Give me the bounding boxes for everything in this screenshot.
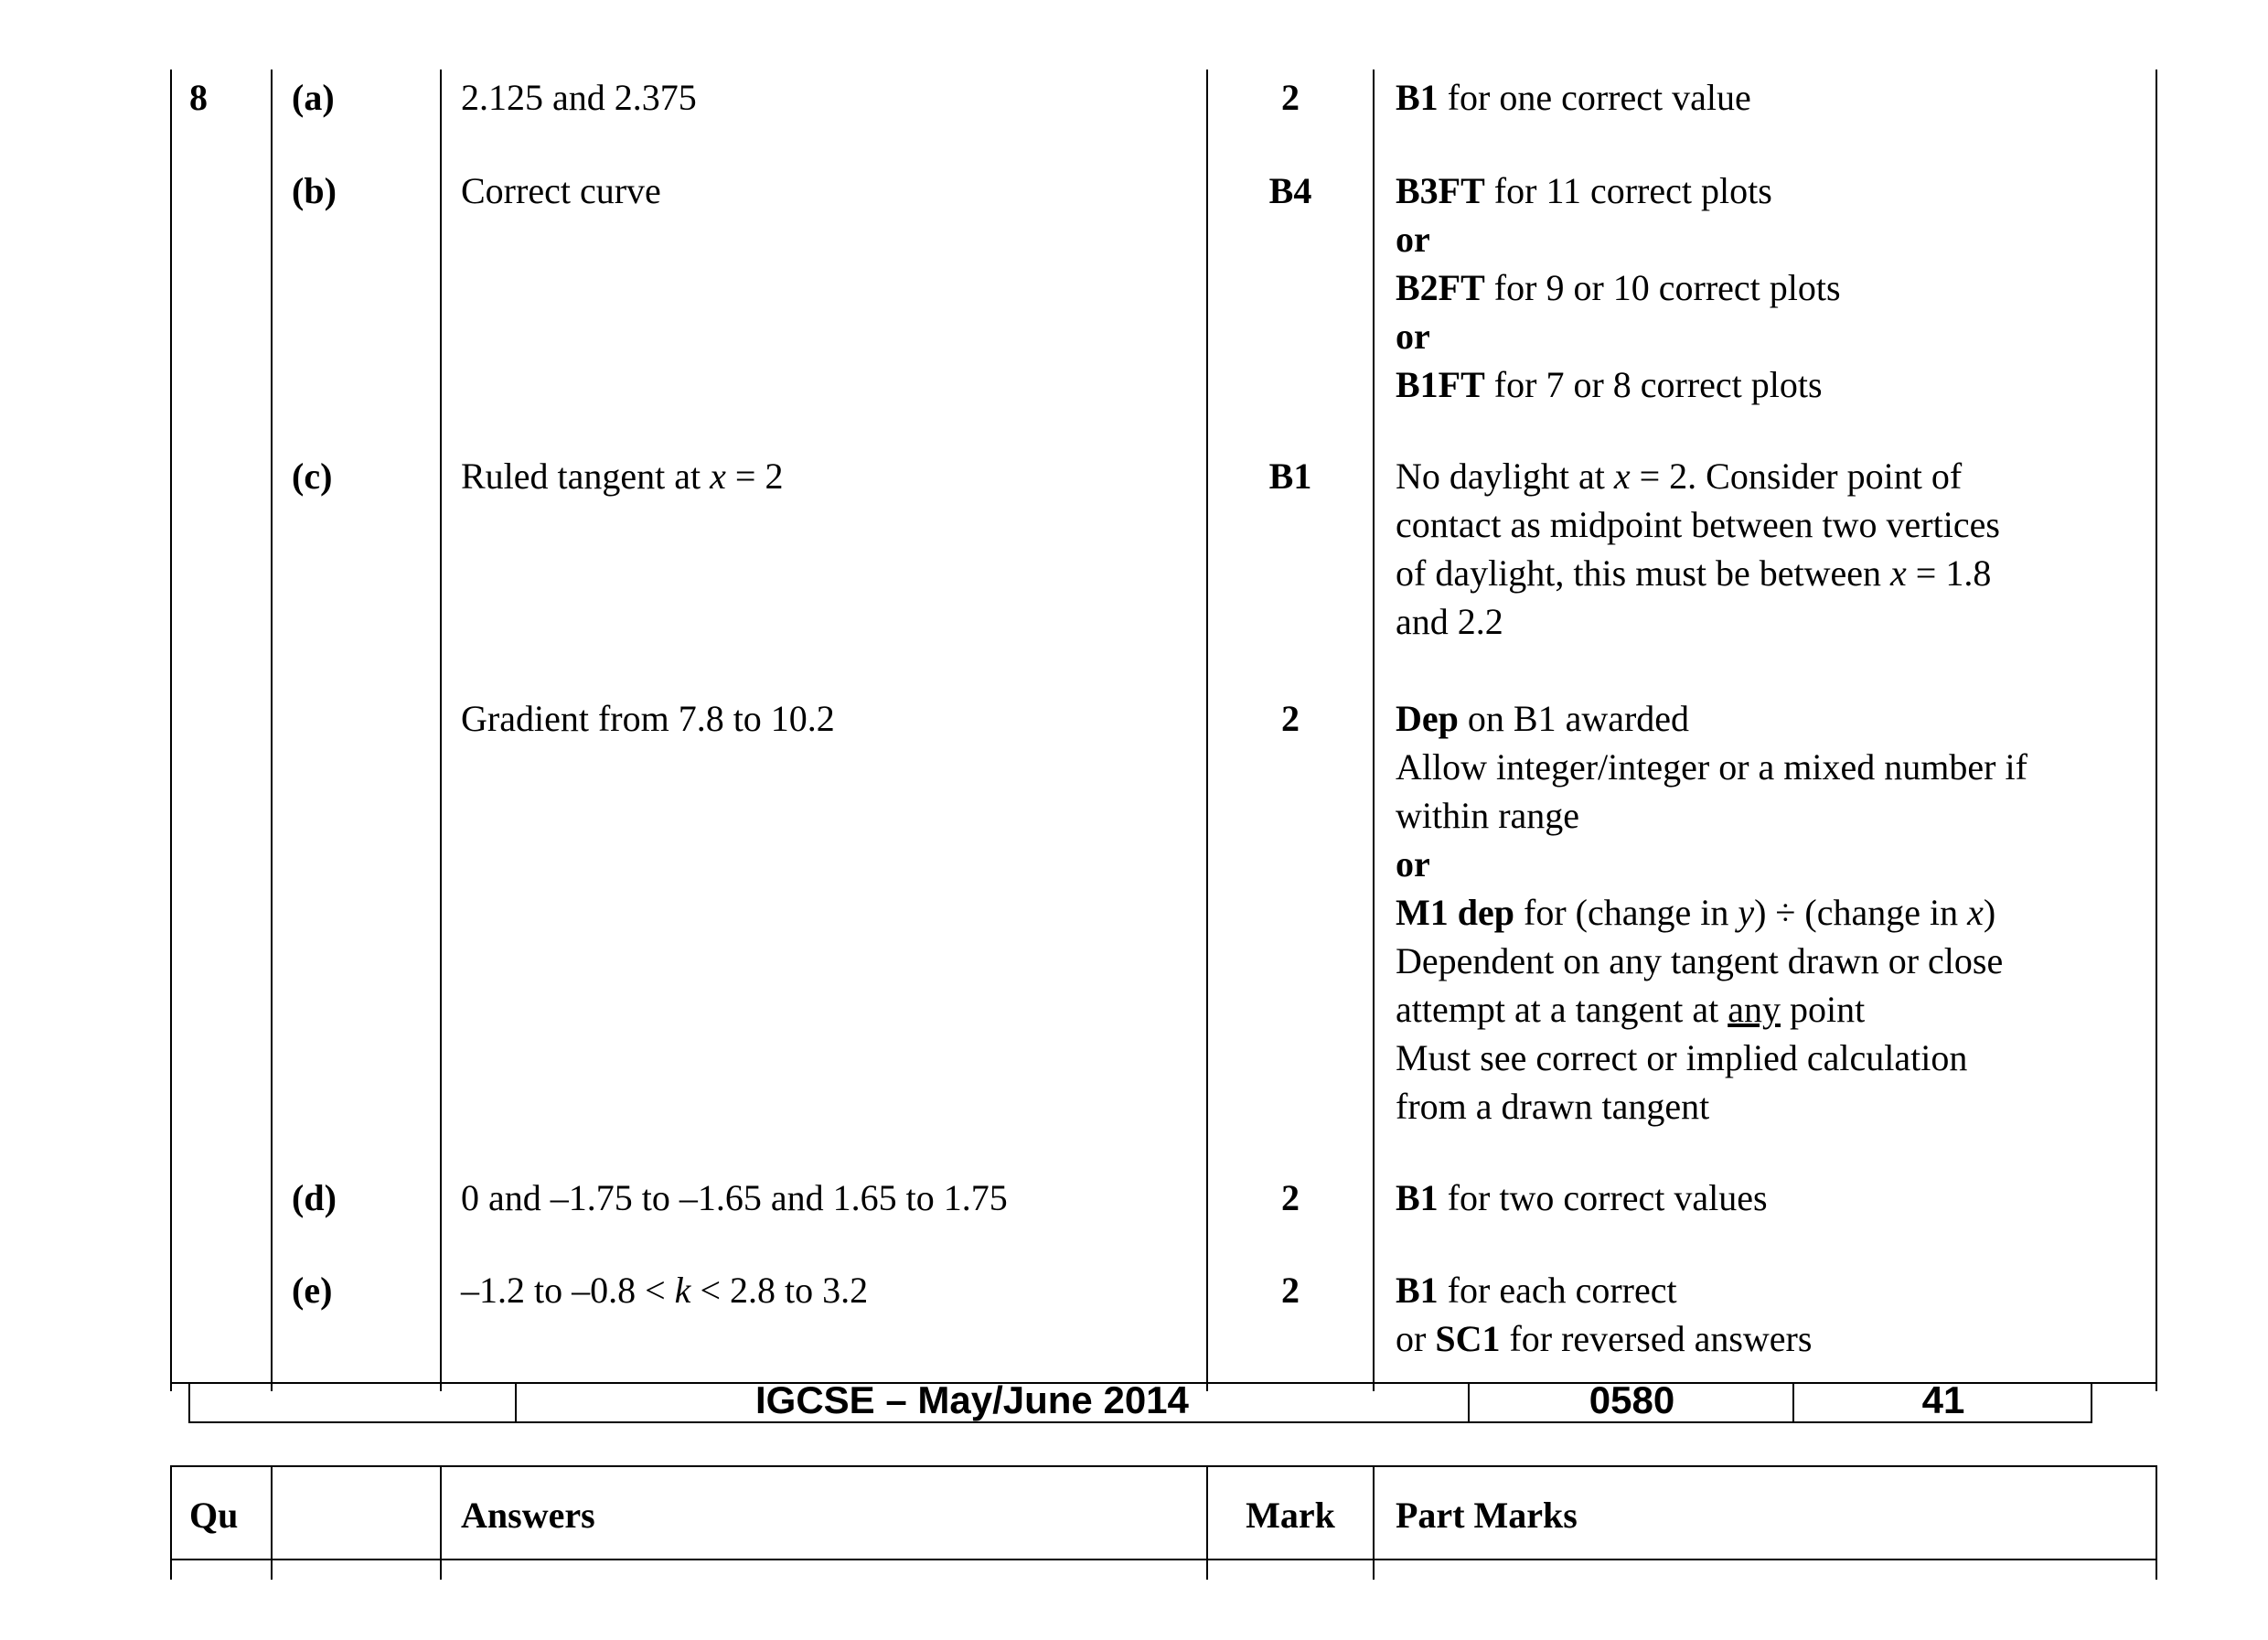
note-b-5: B1FT for 7 or 8 correct plots <box>1396 364 1823 405</box>
footer-border-bottom <box>188 1421 2092 1423</box>
note-g-7: attempt at a tangent at any point <box>1396 989 1866 1030</box>
footer-text-clip <box>188 1384 2092 1421</box>
note-b-4: or <box>1396 316 1430 357</box>
note-d-1: B1 for two correct values <box>1396 1177 1768 1218</box>
footer-paper: 41 <box>1921 1384 1965 1421</box>
part-label-b: (b) <box>292 170 337 211</box>
note-b-1: B3FT for 11 correct plots <box>1396 170 1772 211</box>
part-label-c: (c) <box>292 456 333 497</box>
mark-e: 2 <box>1281 1270 1300 1311</box>
mark-c-gradient: 2 <box>1281 698 1300 739</box>
note-g-2: Allow integer/integer or a mixed number if <box>1396 746 2027 788</box>
header-mark: Mark <box>1246 1495 1335 1536</box>
note-e-1: B1 for each correct <box>1396 1270 1677 1311</box>
answer-b: Correct curve <box>461 170 661 211</box>
table-border-left <box>170 70 172 1391</box>
mark-c: B1 <box>1268 456 1312 497</box>
answer-d: 0 and –1.75 to –1.65 and 1.65 to 1.75 <box>461 1177 1008 1218</box>
note-g-9: from a drawn tangent <box>1396 1086 1710 1127</box>
part-label-e: (e) <box>292 1270 333 1311</box>
question-number: 8 <box>189 77 208 118</box>
part-label-d: (d) <box>292 1177 337 1218</box>
note-c-3: of daylight, this must be between x = 1.8 <box>1396 552 1992 594</box>
header-divider-4 <box>1373 1465 1375 1580</box>
header-answers: Answers <box>461 1495 595 1536</box>
mark-a: 2 <box>1281 77 1300 118</box>
note-g-5: M1 dep for (change in y) ÷ (change in x) <box>1396 892 1996 933</box>
answer-e: –1.2 to –0.8 < k < 2.8 to 3.2 <box>461 1270 869 1311</box>
note-g-8: Must see correct or implied calculation <box>1396 1037 1968 1078</box>
header-border-right <box>2156 1465 2157 1580</box>
note-e-2: or SC1 for reversed answers <box>1396 1318 1813 1359</box>
header-divider-2 <box>440 1465 442 1580</box>
part-label-a: (a) <box>292 77 335 118</box>
header-border-left <box>170 1465 172 1580</box>
note-g-6: Dependent on any tangent drawn or close <box>1396 940 2004 981</box>
header-border-top <box>170 1465 2157 1467</box>
footer-syllabus: 0580 <box>1589 1384 1675 1421</box>
note-c-2: contact as midpoint between two vertices <box>1396 504 2000 545</box>
answer-a: 2.125 and 2.375 <box>461 77 697 118</box>
header-divider-1 <box>271 1465 273 1580</box>
answer-c-gradient: Gradient from 7.8 to 10.2 <box>461 698 835 739</box>
note-a-1: B1 for one correct value <box>1396 77 1751 118</box>
note-g-4: or <box>1396 843 1430 884</box>
note-c-1: No daylight at x = 2. Consider point of <box>1396 456 1963 497</box>
answer-c: Ruled tangent at x = 2 <box>461 456 784 497</box>
note-b-3: B2FT for 9 or 10 correct plots <box>1396 267 1841 308</box>
mark-b: B4 <box>1268 170 1312 211</box>
note-g-3: within range <box>1396 795 1580 836</box>
note-c-4: and 2.2 <box>1396 601 1503 642</box>
table-divider-answer <box>440 70 442 1391</box>
header-border-bottom <box>170 1559 2157 1560</box>
mark-d: 2 <box>1281 1177 1300 1218</box>
header-qu: Qu <box>189 1495 239 1536</box>
note-g-1: Dep on B1 awarded <box>1396 698 1690 739</box>
table-border-right <box>2156 70 2157 1391</box>
note-b-2: or <box>1396 219 1430 260</box>
footer-exam: IGCSE – May/June 2014 <box>755 1384 1189 1421</box>
table-divider-part <box>271 70 273 1391</box>
header-part-marks: Part Marks <box>1396 1495 1578 1536</box>
table-divider-notes <box>1373 70 1375 1391</box>
